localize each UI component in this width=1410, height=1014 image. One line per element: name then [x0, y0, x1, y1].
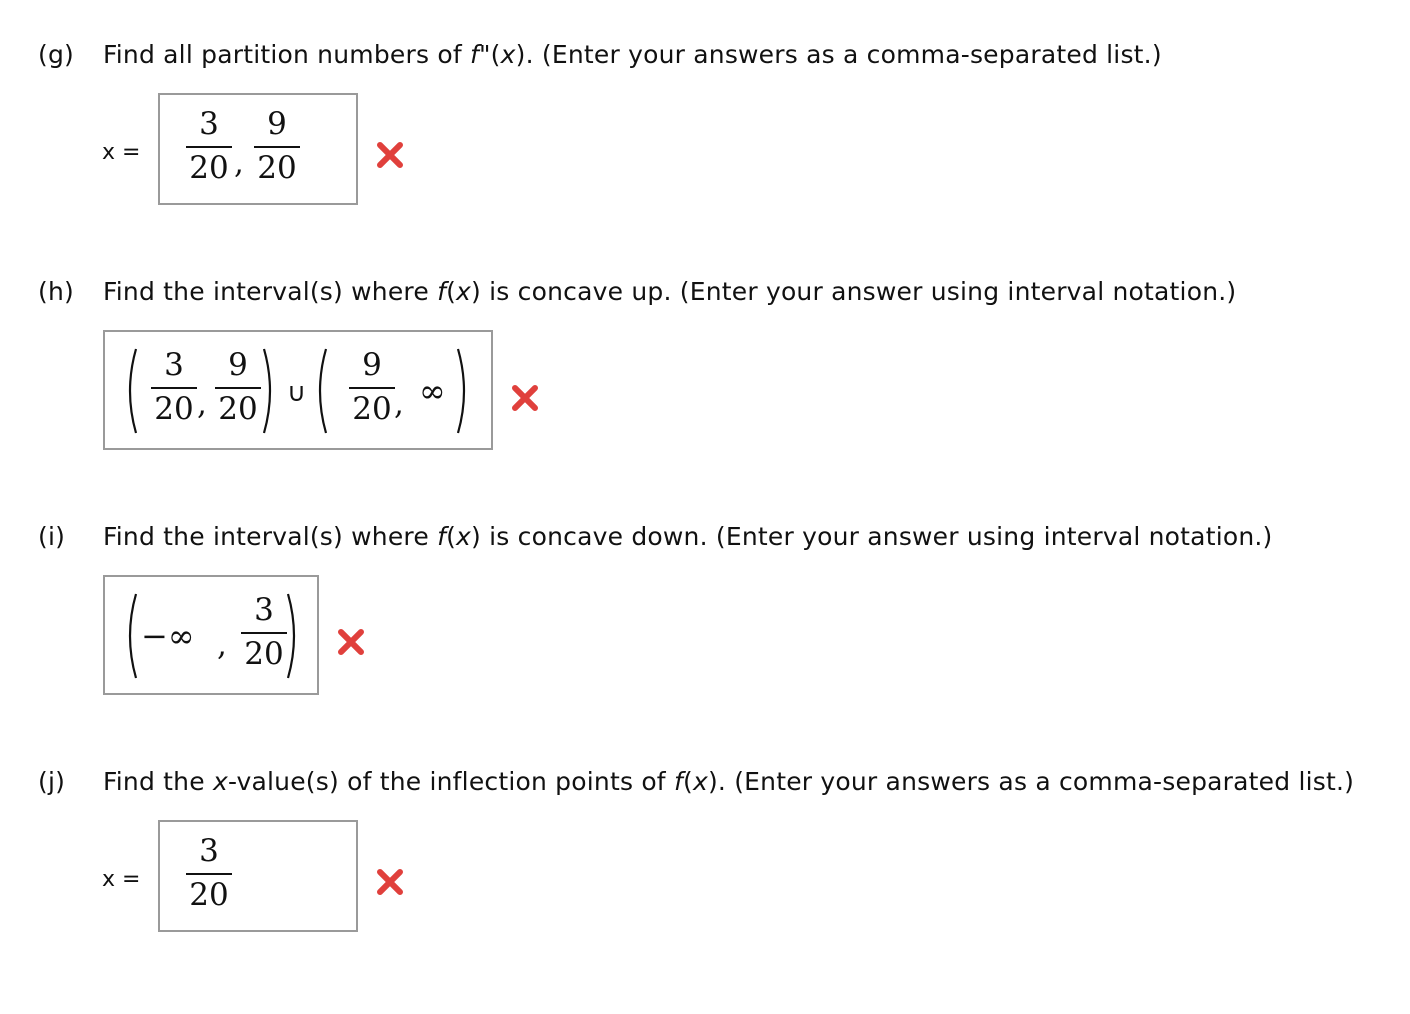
question-text: Find the x-value(s) of the inflection points of f(x). (Enter your answers as a comma-separated list.): [103, 767, 1355, 796]
negative-infinity: −∞: [141, 617, 195, 655]
question-i: [38, 522, 1398, 556]
comma: ,: [197, 386, 207, 422]
fraction: 3 20: [241, 591, 287, 673]
question-label: (j): [38, 767, 66, 796]
fraction: 3 20: [186, 832, 232, 914]
question-text: Find the interval(s) where f(x) is concave up. (Enter your answer using interval notation.): [103, 277, 1237, 306]
x-mark-icon: [336, 627, 366, 657]
comma: ,: [217, 627, 227, 663]
fraction: 9 20: [254, 105, 300, 187]
right-paren: [261, 346, 279, 436]
answer-field-j[interactable]: [158, 820, 358, 932]
right-paren: [285, 591, 303, 681]
question-label: (g): [38, 40, 74, 69]
left-paren: [311, 346, 329, 436]
right-paren: [455, 346, 473, 436]
fraction: 9 20: [215, 346, 261, 428]
x-mark-icon: [375, 867, 405, 897]
left-paren: [121, 346, 139, 436]
left-paren: [121, 591, 139, 681]
comma: ,: [234, 145, 244, 181]
fraction: 3 20: [186, 105, 232, 187]
question-h: [38, 277, 1398, 311]
question-text: Find all partition numbers of f"(x). (Enter your answers as a comma-separated list.): [103, 40, 1162, 69]
comma: ,: [394, 386, 404, 422]
question-label: (i): [38, 522, 66, 551]
infinity-symbol: ∞: [419, 372, 446, 410]
union-symbol: ∪: [287, 378, 307, 408]
x-mark-icon: [375, 140, 405, 170]
x-equals-prefix: x =: [102, 140, 141, 165]
fraction: 3 20: [151, 346, 197, 428]
answer-field-i[interactable]: [103, 575, 319, 695]
question-g: [38, 40, 1398, 74]
question-label: (h): [38, 277, 74, 306]
x-equals-prefix: x =: [102, 867, 141, 892]
question-text: Find the interval(s) where f(x) is concave down. (Enter your answer using interval notation.): [103, 522, 1273, 551]
x-mark-icon: [510, 383, 540, 413]
fraction: 9 20: [349, 346, 395, 428]
answer-field-h[interactable]: [103, 330, 493, 450]
question-j: [38, 767, 1410, 801]
answer-field-g[interactable]: [158, 93, 358, 205]
